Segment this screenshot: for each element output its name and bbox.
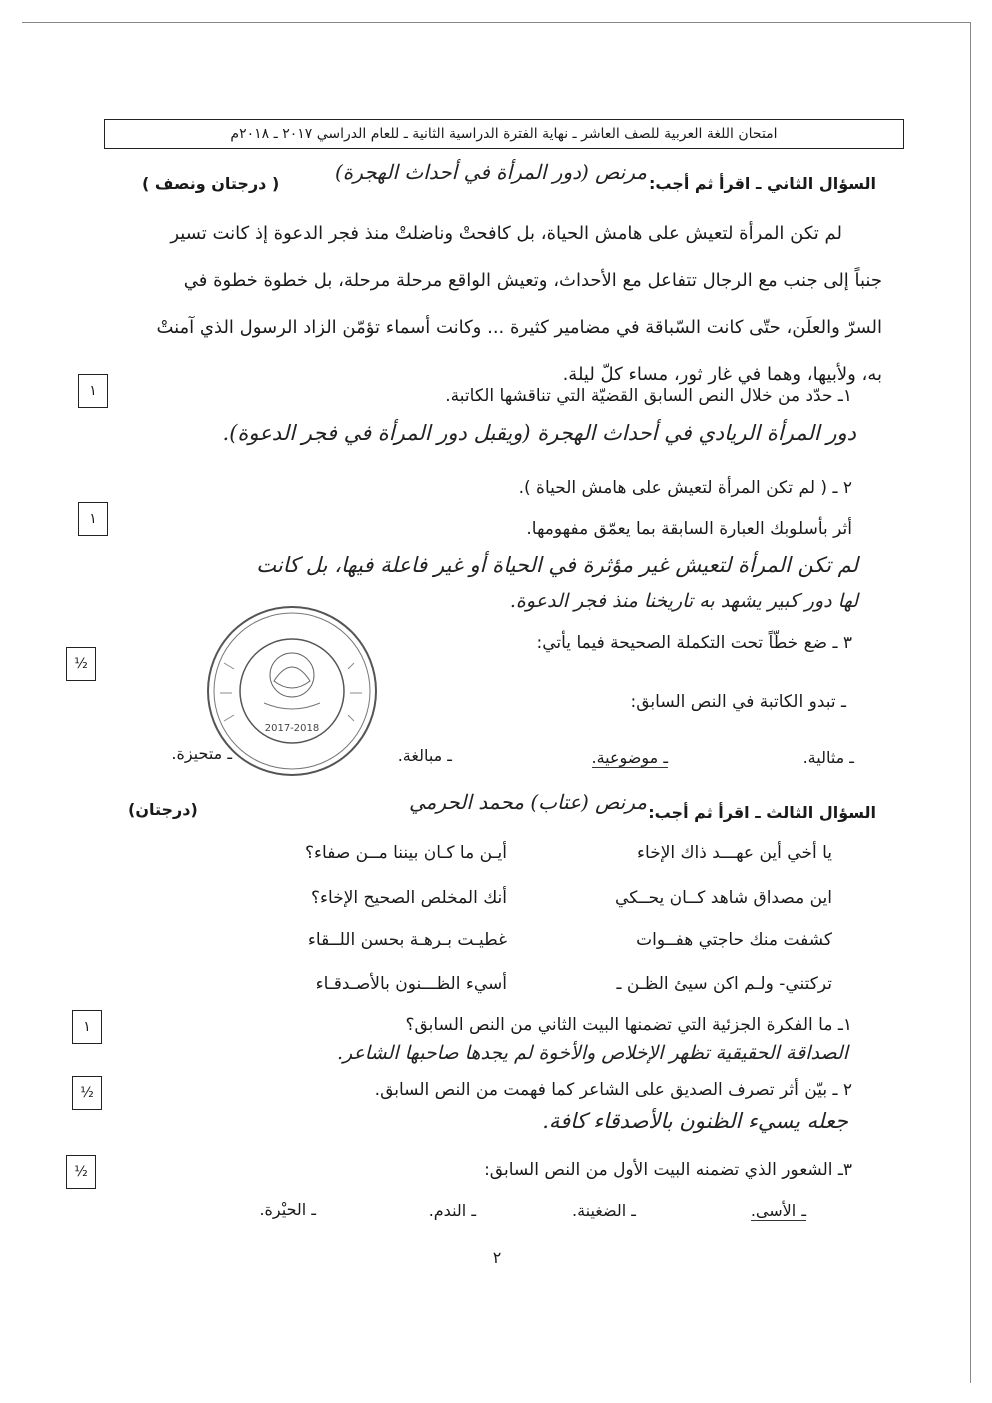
q3-item2-score: ½ [72,1076,102,1110]
verse-4-left: أسيء الظـــنون بالأصـدقـاء [315,974,507,994]
q2-option-objective-label: ـ موضوعية. [591,748,668,767]
q2-option-exaggerating[interactable]: ـ مبالغة. [397,746,452,765]
passage-line: به، ولأبيها، وهما في غار ثور، مساء كلّ ليلة. [562,364,882,385]
passage-line: جنباً إلى جنب مع الرجال تتفاعل مع الأحداث، وتعيش الواقع مرحلة مرحلة، بل خطوة خطوة في [183,270,882,291]
page-number: ٢ [492,1248,502,1267]
q2-title: السؤال الثاني ـ اقرأ ثم أجب: [648,174,876,193]
q2-item2-quote: ٢ ـ ( لم تكن المرأة لتعيش على هامش الحياة ). [518,478,852,498]
q2-item1-answer: دور المرأة الريادي في أحداث الهجرة (ويقبل دور المرأة في فجر الدعوة). [222,421,856,445]
q3-item2-question: ٢ ـ بيّن أثر تصرف الصديق على الشاعر كما فهمت من النص السابق. [374,1080,852,1100]
q3-option-sorrow-label: ـ الأسى. [750,1201,806,1220]
q2-option-idealistic[interactable]: ـ مثالية. [802,748,854,767]
q3-option-confusion[interactable]: ـ الحيْرة. [259,1200,316,1219]
passage-line: لم تكن المرأة لتعيش على هامش الحياة، بل كافحتْ وناضلتْ منذ فجر الدعوة إذ كانت تسير [170,223,842,244]
q2-item2-instruction: أثر بأسلوبك العبارة السابقة بما يعمّق مفهومها. [526,519,852,539]
verse-2-left: أنك المخلص الصحيح الإخاء؟ [311,888,507,908]
stamp-year: 2017-2018 [264,723,320,734]
q2-item2-answer-line2: لها دور كبير يشهد به تاريخنا منذ فجر الدعوة. [509,590,858,612]
q3-option-regret[interactable]: ـ الندم. [428,1201,476,1220]
q3-marks: (درجتان) [128,800,198,819]
q3-option-grudge[interactable]: ـ الضغينة. [571,1201,636,1220]
q2-item3-stem: ـ تبدو الكاتبة في النص السابق: [630,692,846,712]
q3-option-sorrow[interactable] [706,1201,806,1220]
q3-item1-answer: الصداقة الحقيقية تظهر الإخلاص والأخوة لم يجدها صاحبها الشاعر. [336,1042,848,1064]
q3-item3-score: ½ [66,1155,96,1189]
q2-option-biased[interactable]: ـ متحيزة. [171,744,232,763]
verse-4-right: تركتني- ولـم اكن سيئ الظـن ـ [616,974,832,994]
q3-title: السؤال الثالث ـ اقرأ ثم أجب: [648,803,876,822]
q2-item3-question: ٣ ـ ضع خطّاً تحت التكملة الصحيحة فيما يأتي: [536,633,852,653]
verse-3-right: كشفت منك حاجتي هفــوات [636,930,832,950]
verse-3-left: غطيـت بـرهـة بحسن اللــقاء [307,930,507,950]
q2-item1-question: ١ـ حدّد من خلال النص السابق القضيّة التي تناقشها الكاتبة. [445,386,852,406]
q3-item1-question: ١ـ ما الفكرة الجزئية التي تضمنها البيت الثاني من النص السابق؟ [405,1015,852,1035]
verse-1-left: أيـن ما كـان بيننا مــن صفاء؟ [305,843,507,863]
verse-2-right: اين مصداق شاهد كــان يحــكي [615,888,832,908]
q2-handwritten-title: مرنص (دور المرأة في أحداث الهجرة) [334,160,647,184]
q2-option-objective[interactable] [548,748,668,767]
q2-item2-score: ١ [78,502,108,536]
q3-item3-question: ٣ـ الشعور الذي تضمنه البيت الأول من النص السابق: [484,1160,852,1180]
q3-item1-score: ١ [72,1010,102,1044]
q3-handwritten-title: مرنص (عتاب) محمد الحرمي [408,790,647,814]
verse-1-right: يا أخي أين عهـــد ذاك الإخاء [637,843,832,863]
q2-item1-score: ١ [78,374,108,408]
q2-item2-answer-line1: لم تكن المرأة لتعيش غير مؤثرة في الحياة أو غير فاعلة فيها، بل كانت [256,553,858,577]
q2-marks: ( درجتان ونصف ) [142,174,280,193]
official-stamp [204,603,380,779]
q2-item3-score: ½ [66,647,96,681]
passage-line: السرّ والعلَن، حتّى كانت السّباقة في مضامير كثيرة ... وكانت أسماء تؤمّن الزاد الرسول الذي آمنتْ [156,317,882,338]
q3-item2-answer: جعله يسيء الظنون بالأصدقاء كافة. [542,1109,848,1133]
exam-header: امتحان اللغة العربية للصف العاشر ـ نهاية الفترة الدراسية الثانية ـ للعام الدراسي ٢٠١٧ ـ ٢٠١٨م [104,119,904,149]
q2-passage [112,210,882,398]
